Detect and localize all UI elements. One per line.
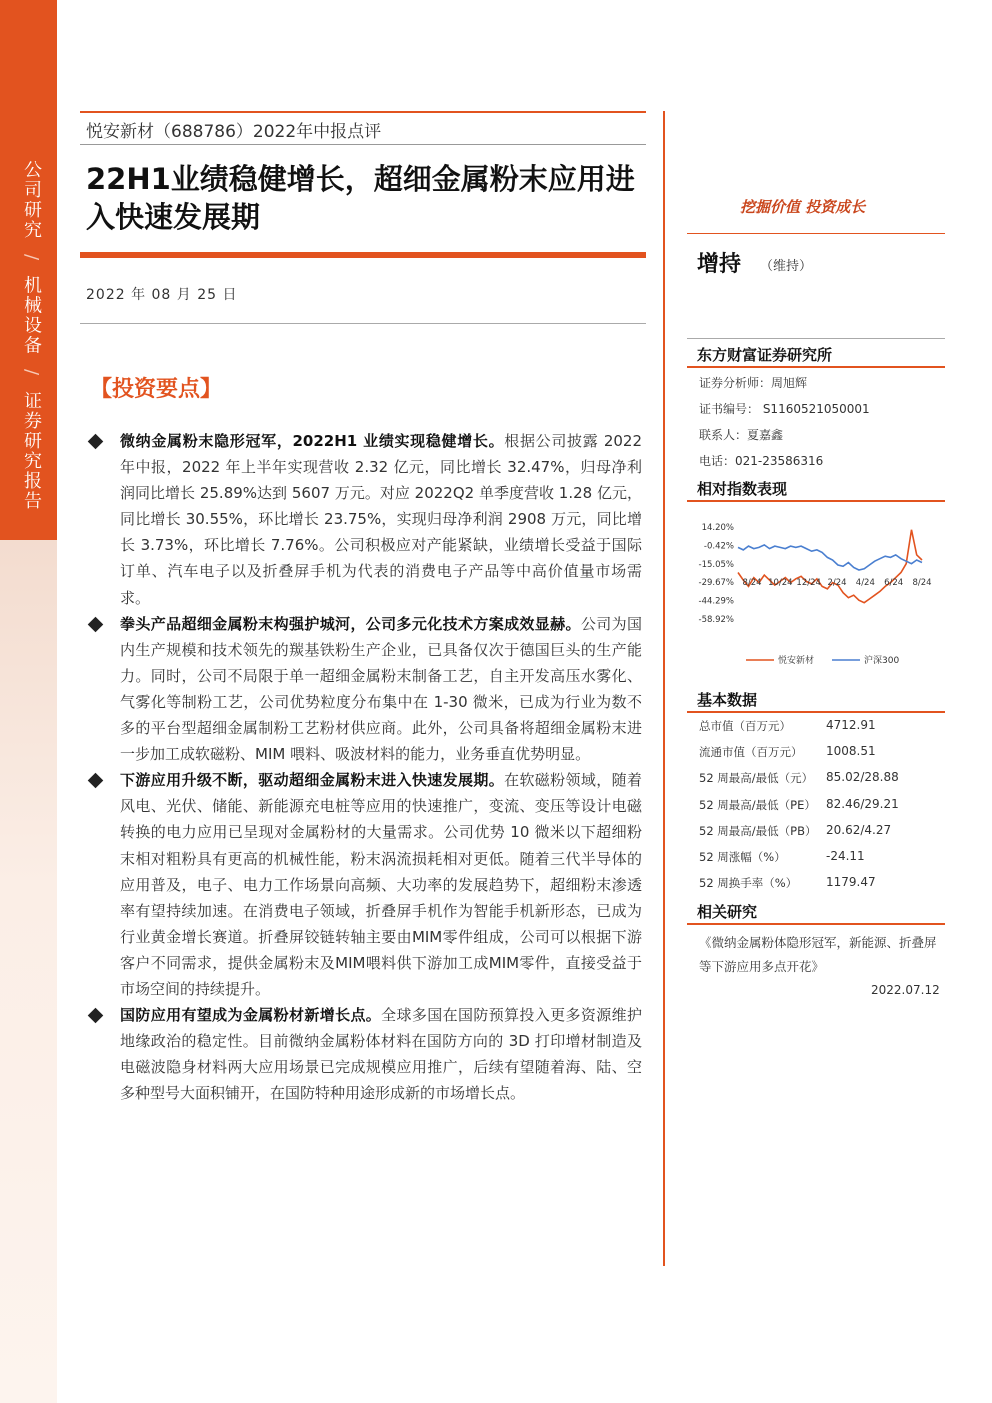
basic-data-value: -24.11 <box>826 849 865 863</box>
related-research-item: 《微纳金属粉体隐形冠军，新能源、折叠屏等下游应用多点开花》 <box>699 935 937 974</box>
basic-data-value: 82.46/29.21 <box>826 796 899 811</box>
chart-y-tick-label: 14.20% <box>701 523 734 533</box>
chart-y-tick-label: -58.92% <box>698 615 734 625</box>
basic-data-value: 4712.91 <box>826 718 876 732</box>
chart-x-tick-label: 12/24 <box>796 578 821 589</box>
point-text: 公司为国内生产规模和技术领先的羰基铁粉生产企业，已具备仅次于德国巨头的生产能力。同时，公司不局限于单一超细金属粉末制备工艺，自主开发高压水雾化、气雾化等制粉工艺，公司优势粒度分布集中在 1-30 微米，已成为行业为数不多的平台型超细金属制粉工艺粉材供应商。此外，公司具备将超细金属粉末进一步加工成软磁粉、MIM 喂料、吸波材料的能力，业务垂直优势明显。 <box>120 614 642 764</box>
phone: 电话：021-23586316 <box>699 454 824 468</box>
chart-series-line <box>738 545 922 570</box>
institute-rule <box>687 338 945 339</box>
date-divider <box>80 323 646 324</box>
chart-series-line <box>738 530 922 603</box>
legend-label: 悦安新材 <box>778 656 815 666</box>
contact-person: 联系人：夏嘉鑫 <box>699 428 784 442</box>
performance-underline <box>687 500 945 502</box>
report-date: 2022 年 08 月 25 日 <box>86 287 238 303</box>
diamond-bullet-icon <box>88 434 104 450</box>
basic-data-label: 流通市值（百万元） <box>699 745 803 760</box>
chart-x-tick-label: 8/24 <box>742 578 762 589</box>
sidebar-separator: / <box>21 369 42 378</box>
chart-y-tick-label: -44.29% <box>698 596 734 607</box>
performance-title: 相对指数表现 <box>697 480 788 498</box>
slogan-rule <box>687 233 945 234</box>
investment-points <box>86 428 642 1106</box>
chart-x-tick-label: 4/24 <box>855 578 875 589</box>
chart-y-tick-label: -15.05% <box>698 559 734 570</box>
basic-data-label: 52 周换手率（%） <box>699 876 798 891</box>
point-item <box>86 1002 642 1106</box>
column-divider <box>663 111 665 1266</box>
point-heading: 微纳金属粉末隐形冠军，2022H1 业绩实现稳健增长。 <box>120 432 505 450</box>
chart-x-tick-label: 10/24 <box>768 578 793 589</box>
diamond-bullet-icon <box>88 1008 104 1024</box>
point-text: 根据公司披露 2022 年中报，2022 年上半年实现营收 2.32 亿元，同比增长 32.47%，归母净利润同比增长 25.89%达到 5607 万元。对应 2022Q2 单季度营收 1.28 亿元，同比增长 30.55%，环比增长 23.75%，实现归母净利润 2908 万元，同比增长 3.73%，环比增长 7.76%。公司积极应对产能紧缺，业绩增长受益于国际订单、汽车电子以及折叠屏手机为代表的消费电子产品等中高价值量市场需求。 <box>120 432 642 607</box>
sidebar-band-fade <box>0 540 57 1403</box>
chart-x-tick-label: 8/24 <box>912 578 932 589</box>
chart-y-ticks <box>699 523 734 625</box>
certificate-number: 证书编号： S1160521050001 <box>699 402 870 416</box>
sidebar-part-industry: 机械设备 <box>21 275 42 356</box>
slogan: 挖掘价值 投资成长 <box>740 198 866 216</box>
company-line: 悦安新材（688786）2022年中报点评 <box>86 122 382 142</box>
point-item <box>86 611 642 768</box>
sidebar-category <box>14 160 44 511</box>
basic-data-label: 总市值（百万元） <box>699 719 791 733</box>
related-research-date: 2022.07.12 <box>871 983 940 997</box>
basic-data-label: 52 周最高/最低（PB） <box>699 823 817 838</box>
chart-x-ticks <box>742 578 931 588</box>
analyst: 证券分析师：周旭辉 <box>699 376 808 390</box>
diamond-bullet-icon <box>88 773 104 789</box>
basic-data-label: 52 周涨幅（%） <box>699 850 786 864</box>
basic-data-title: 基本数据 <box>697 691 758 709</box>
relative-performance-chart <box>690 515 940 675</box>
point-item <box>86 767 642 1002</box>
point-heading: 下游应用升级不断，驱动超细金属粉末进入快速发展期。 <box>120 771 505 790</box>
basic-data-value: 1179.47 <box>826 875 876 890</box>
chart-legend <box>746 654 899 666</box>
rating: 增持 <box>697 252 742 277</box>
basic-data-value: 20.62/4.27 <box>826 822 892 837</box>
point-heading: 国防应用有望成为金属粉材新增长点。 <box>120 1006 382 1025</box>
report-title: 22H1业绩稳健增长，超细金属粉末应用进入快速发展期 <box>86 162 635 234</box>
basic-data-value: 85.02/28.88 <box>826 770 899 785</box>
point-item <box>86 428 642 611</box>
sidebar-part-type: 证券研究报告 <box>21 391 42 512</box>
header-rule <box>80 111 646 113</box>
point-text: 全球多国在国防预算投入更多资源维护地缘政治的稳定性。目前微纳金属粉体材料在国防方向的 3D 打印增材制造及电磁波隐身材料两大应用场景已完成规模应用推广，后续有望随着海、陆、空多种型号大面积铺开，在国防特种用途形成新的市场增长点。 <box>120 1006 642 1103</box>
institute-name: 东方财富证券研究所 <box>697 346 833 364</box>
diamond-bullet-icon <box>88 616 104 632</box>
rating-note: （维持） <box>760 259 813 274</box>
institute-underline <box>687 366 945 368</box>
header-divider <box>80 144 646 145</box>
basic-data-value: 1008.51 <box>826 744 876 759</box>
chart-x-tick-label: 2/24 <box>827 578 847 589</box>
legend-label: 沪深300 <box>864 656 900 666</box>
chart-x-tick-label: 6/24 <box>884 578 904 589</box>
basic-data-label: 52 周最高/最低（元） <box>699 771 814 786</box>
sidebar-part-company: 公司研究 <box>21 160 42 240</box>
basic-data-underline <box>687 711 945 713</box>
related-research-underline <box>687 923 945 925</box>
section-title: 【投资要点】 <box>90 376 223 402</box>
point-heading: 拳头产品超细金属粉末构强护城河，公司多元化技术方案成效显赫。 <box>120 614 581 633</box>
chart-y-tick-label: -0.42% <box>703 541 734 552</box>
basic-data-label: 52 周最高/最低（PE） <box>699 797 816 812</box>
sidebar-separator: / <box>21 253 42 262</box>
chart-lines <box>738 530 922 603</box>
title-bar <box>80 252 646 258</box>
point-text: 在软磁粉领域，随着风电、光伏、储能、新能源充电桩等应用的快速推广，变流、变压等设计电磁转换的电力应用已呈现对金属粉材的大量需求。公司优势 10 微米以下超细粉末相对粗粉具有更高的机械性能，粉末涡流损耗相对更低。随着三代半导体的应用普及，电子、电力工作场景向高频、大功率的发展趋势下，超细粉末渗透率有望持续加速。在消费电子领域，折叠屏手机作为智能手机新形态，已成为行业黄金增长赛道。折叠屏铰链转轴主要由MIM零件组成，公司可以根据下游客户不同需求，提供金属粉末及MIM喂料供下游加工成MIM零件，直接受益于市场空间的持续提升。 <box>120 771 642 998</box>
related-research-title: 相关研究 <box>697 903 758 921</box>
chart-y-tick-label: -29.67% <box>698 578 734 589</box>
